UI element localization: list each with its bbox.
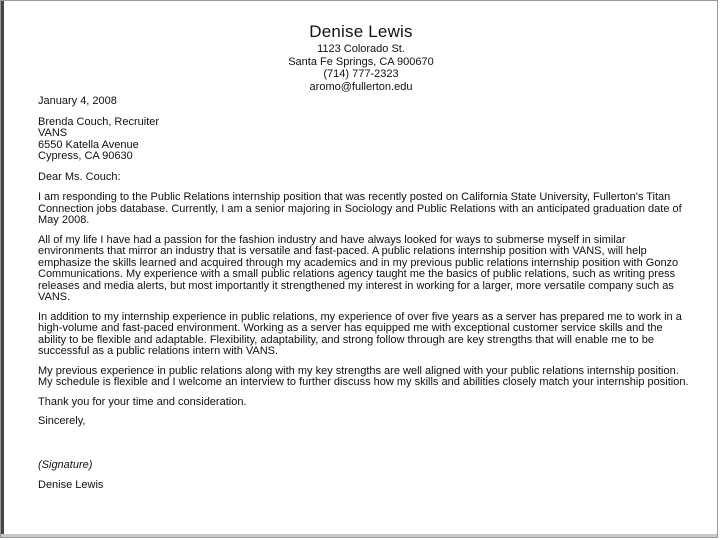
salutation: Dear Ms. Couch:	[38, 170, 121, 183]
recipient-city: Cypress, CA 90630	[38, 150, 133, 162]
signer-name: Denise Lewis	[38, 479, 104, 491]
sender-phone: (714) 777-2323	[323, 68, 399, 80]
sender-street: 1123 Colorado St.	[317, 43, 405, 55]
paragraph-3: In addition to my internship experience in public relations, my experience of over five years as a server has prepared me to work in a high-volume and fast-paced environment. Working as a server has equipped me with exceptional customer service skills and the ability to be flexible and adaptable. Flexibility, adaptability, and strong follow through are key strengths that will enable me to be successful as a public relations intern with VANS.	[38, 310, 682, 357]
paragraph-2: All of my life I have had a passion for the fashion industry and have always looked for ways to submerse myself in similar environments that mirror an industry that is versatile and fast-paced. A public relations internship position with VANS, will help emphasize the skills learned and acquired through my academics and in my previous public relations internship position with Gonzo Communications. My experience with a small public relations agency taught me the basics of public relations, such as writing press releases and media alerts, but most importantly it strengthened my interest in working for a larger, more versatile company such as VANS.	[38, 233, 679, 303]
sender-email: aromo@fullerton.edu	[309, 80, 413, 93]
letter-date: January 4, 2008	[38, 95, 117, 107]
recipient-name: Brenda Couch, Recruiter	[38, 115, 160, 128]
signature-placeholder: (Signature)	[38, 458, 93, 471]
page-bottom-edge	[1, 534, 717, 537]
recipient-company: VANS	[38, 127, 68, 139]
closing: Sincerely,	[38, 415, 86, 427]
thank-you-line: Thank you for your time and consideration.	[38, 395, 247, 408]
recipient-street: 6550 Katella Avenue	[38, 138, 139, 151]
sender-city: Santa Fe Springs, CA 900670	[288, 55, 434, 68]
letter-body	[38, 96, 693, 492]
sender-name: Denise Lewis	[309, 22, 413, 41]
letterhead	[1, 21, 718, 93]
paragraph-1: I am responding to the Public Relations internship position that was recently posted on California State University, Fullerton's Titan Connection jobs database. Currently, I am a senior majoring in Sociology and Public Relations with an anticipated graduation date of May 2008.	[38, 191, 682, 226]
recipient-block	[38, 117, 693, 163]
paragraph-4: My previous experience in public relations along with my key strengths are well aligned with your public relations internship position. My schedule is flexible and I welcome an interview to further discuss how my skills and abilities closely match your internship position.	[38, 364, 689, 388]
